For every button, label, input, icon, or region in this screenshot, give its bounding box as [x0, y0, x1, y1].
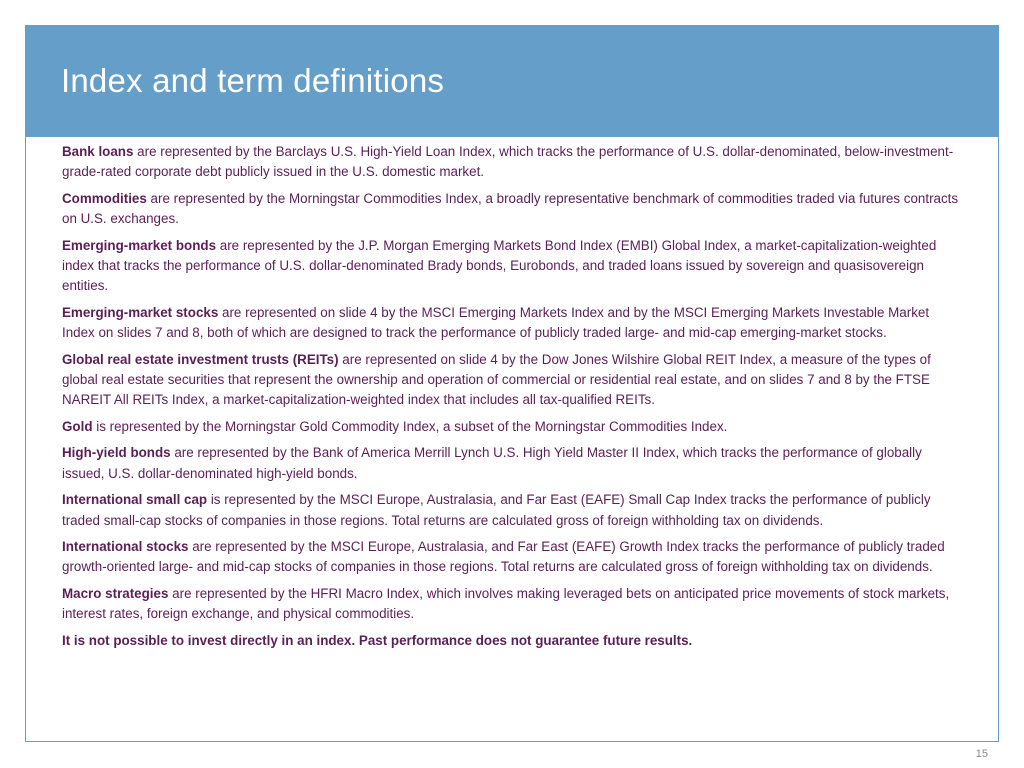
- definitions-panel: [25, 137, 999, 742]
- definition-item: [62, 584, 964, 625]
- definition-item: [62, 303, 964, 344]
- definition-text: are represented by the J.P. Morgan Emerging Markets Bond Index (EMBI) Global Index, a market-capitalization-weighted index that tracks the performance of U.S. dollar-denominated Brady bonds, Eurobonds, and traded loans issued by sovereign and quasisovereign entities.: [62, 237, 937, 294]
- page-number: 15: [975, 748, 988, 760]
- definition-term: International stocks: [62, 538, 189, 554]
- definition-text: are represented by the Bank of America Merrill Lynch U.S. High Yield Master II Index, which tracks the performance of globally issued, U.S. dollar-denominated high-yield bonds.: [62, 445, 922, 481]
- definition-text: are represented on slide 4 by the Dow Jones Wilshire Global REIT Index, a measure of the types of global real estate securities that represent the ownership and operation of commercial or residential real estate, and on slides 7 and 8 by the FTSE NAREIT All REITs Index, a market-capitalization-weighted index that includes all tax-qualified REITs.: [62, 351, 931, 408]
- definition-text: are represented by the Morningstar Commodities Index, a broadly representative benchmark of commodities traded via futures contracts on U.S. exchanges.: [62, 190, 959, 227]
- definition-item: [62, 490, 964, 531]
- slide-title: Index and term definitions: [61, 62, 445, 99]
- definition-text: is represented by the Morningstar Gold Commodity Index, a subset of the Morningstar Commodities Index.: [92, 418, 728, 434]
- definition-text: are represented by the Barclays U.S. High-Yield Loan Index, which tracks the performance of U.S. dollar-denominated, below-investment-grade-rated corporate debt publicly issued in the U.S. domestic market.: [62, 144, 954, 180]
- definition-text: are represented on slide 4 by the MSCI Emerging Markets Index and by the MSCI Emerging Markets Investable Market Index on slides 7 and 8, both of which are designed to track the performance of publicly traded large- and mid-cap emerging-market stocks.: [62, 304, 930, 341]
- definition-term: Gold: [62, 418, 93, 434]
- definition-term: International small cap: [62, 492, 208, 508]
- definition-item: [62, 417, 964, 437]
- definition-item: [62, 537, 964, 578]
- definition-item: [62, 236, 964, 297]
- definition-term: High-yield bonds: [62, 445, 171, 461]
- definition-item: [62, 189, 964, 230]
- definition-item: [62, 443, 964, 484]
- definition-item: [62, 142, 964, 183]
- definition-text: is represented by the MSCI Europe, Australasia, and Far East (EAFE) Small Cap Index tracks the performance of publicly traded small-cap stocks of companies in those regions. Total returns are calculated gross of foreign withholding tax on dividends.: [62, 492, 931, 528]
- disclaimer: It is not possible to invest directly in an index. Past performance does not guarantee future results.: [62, 632, 693, 648]
- definition-term: Commodities: [62, 190, 147, 206]
- definition-term: Emerging-market bonds: [62, 237, 217, 253]
- definition-term: Macro strategies: [62, 585, 169, 601]
- definition-term: Bank loans: [62, 144, 134, 159]
- definition-term: Emerging-market stocks: [62, 304, 219, 320]
- title-banner: [25, 25, 999, 137]
- definition-item: [62, 350, 964, 411]
- definition-text: are represented by the MSCI Europe, Australasia, and Far East (EAFE) Growth Index tracks the performance of publicly traded growth-oriented large- and mid-cap stocks of companies in those regions. Total returns are calculated gross of foreign withholding tax on dividends.: [62, 538, 945, 575]
- definition-text: are represented by the HFRI Macro Index, which involves making leveraged bets on anticipated price movements of stock markets, interest rates, foreign exchange, and physical commodities.: [62, 585, 950, 622]
- definition-term: Global real estate investment trusts (REITs): [62, 351, 339, 367]
